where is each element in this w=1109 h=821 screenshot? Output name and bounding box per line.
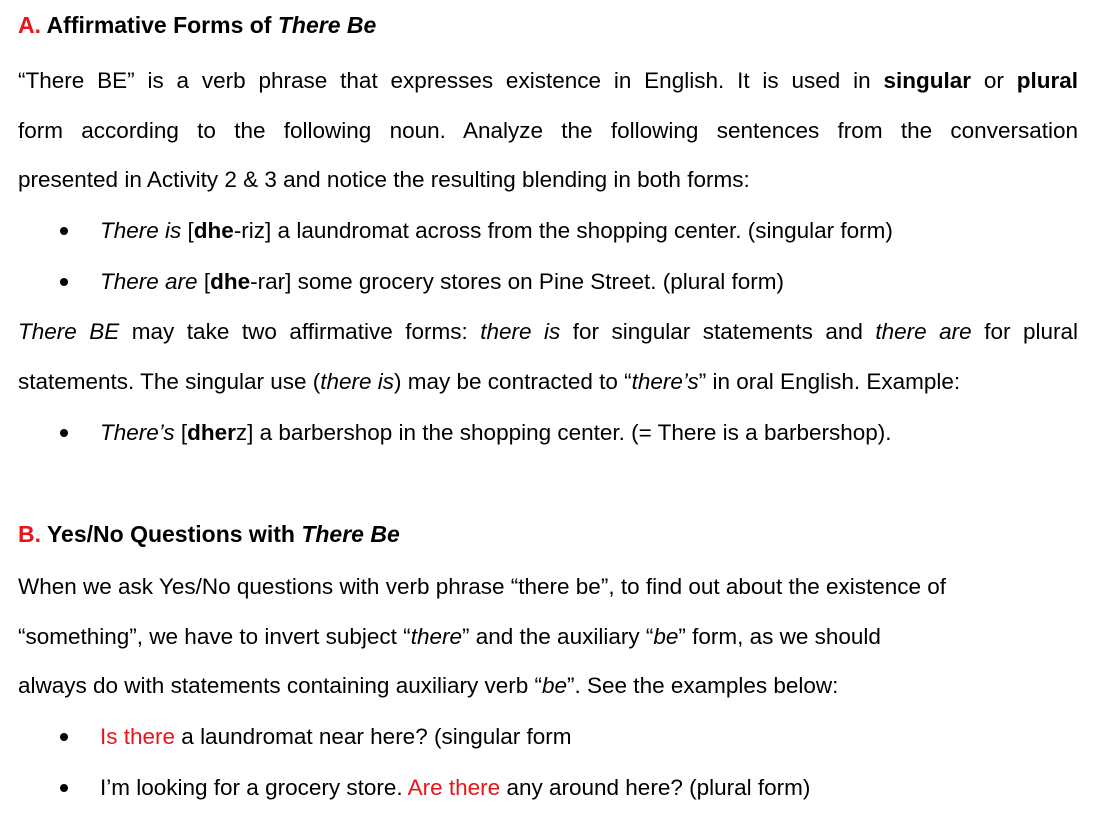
section-b-letter: B. [18, 521, 41, 547]
bullet-dot [60, 784, 68, 792]
section-b-title: Yes/No Questions with [46, 521, 302, 547]
section-b-title-italic: There Be [301, 521, 400, 547]
paragraph-a1-line1: “There BE” is a verb phrase that expresses existence in English. It is used in singular or plural [18, 68, 1078, 93]
bullet-a3: There’s [dherz] a barbershop in the shopping center. (= There is a barbershop). [100, 420, 892, 445]
bullet-b2: I’m looking for a grocery store. Are there any around here? (plural form) [100, 775, 811, 800]
paragraph-b-line3: always do with statements containing auxiliary verb “be”. See the examples below: [18, 673, 839, 698]
paragraph-b-line1: When we ask Yes/No questions with verb phrase “there be”, to find out about the existence of [18, 574, 947, 599]
section-a-letter: A. [18, 12, 41, 38]
bullet-a1: There is [dhe-riz] a laundromat across from the shopping center. (singular form) [100, 218, 893, 243]
bullet-b1: Is there a laundromat near here? (singular form [100, 724, 572, 749]
bullet-a2: There are [dhe-rar] some grocery stores on Pine Street. (plural form) [100, 269, 785, 294]
paragraph-a2-line2: statements. The singular use (there is) may be contracted to “there’s” in oral English. Example: [18, 369, 961, 394]
bullet-dot [60, 733, 68, 741]
paragraph-b-line2: “something”, we have to invert subject “there” and the auxiliary “be” form, as we should [18, 624, 881, 649]
section-a-heading [18, 10, 376, 40]
paragraph-a1-line3: presented in Activity 2 & 3 and notice the resulting blending in both forms: [18, 167, 750, 192]
section-a-title-italic: There Be [277, 12, 377, 38]
section-b-heading [18, 519, 400, 549]
bullet-dot [60, 429, 68, 437]
section-a-title: Affirmative Forms of [46, 12, 278, 38]
paragraph-a1-line2: form according to the following noun. Analyze the following sentences from the conversation [18, 118, 1078, 143]
bullet-dot [60, 278, 68, 286]
bullet-dot [60, 227, 68, 235]
paragraph-a2-line1: There BE may take two affirmative forms: there is for singular statements and there are for plural [18, 319, 1078, 344]
